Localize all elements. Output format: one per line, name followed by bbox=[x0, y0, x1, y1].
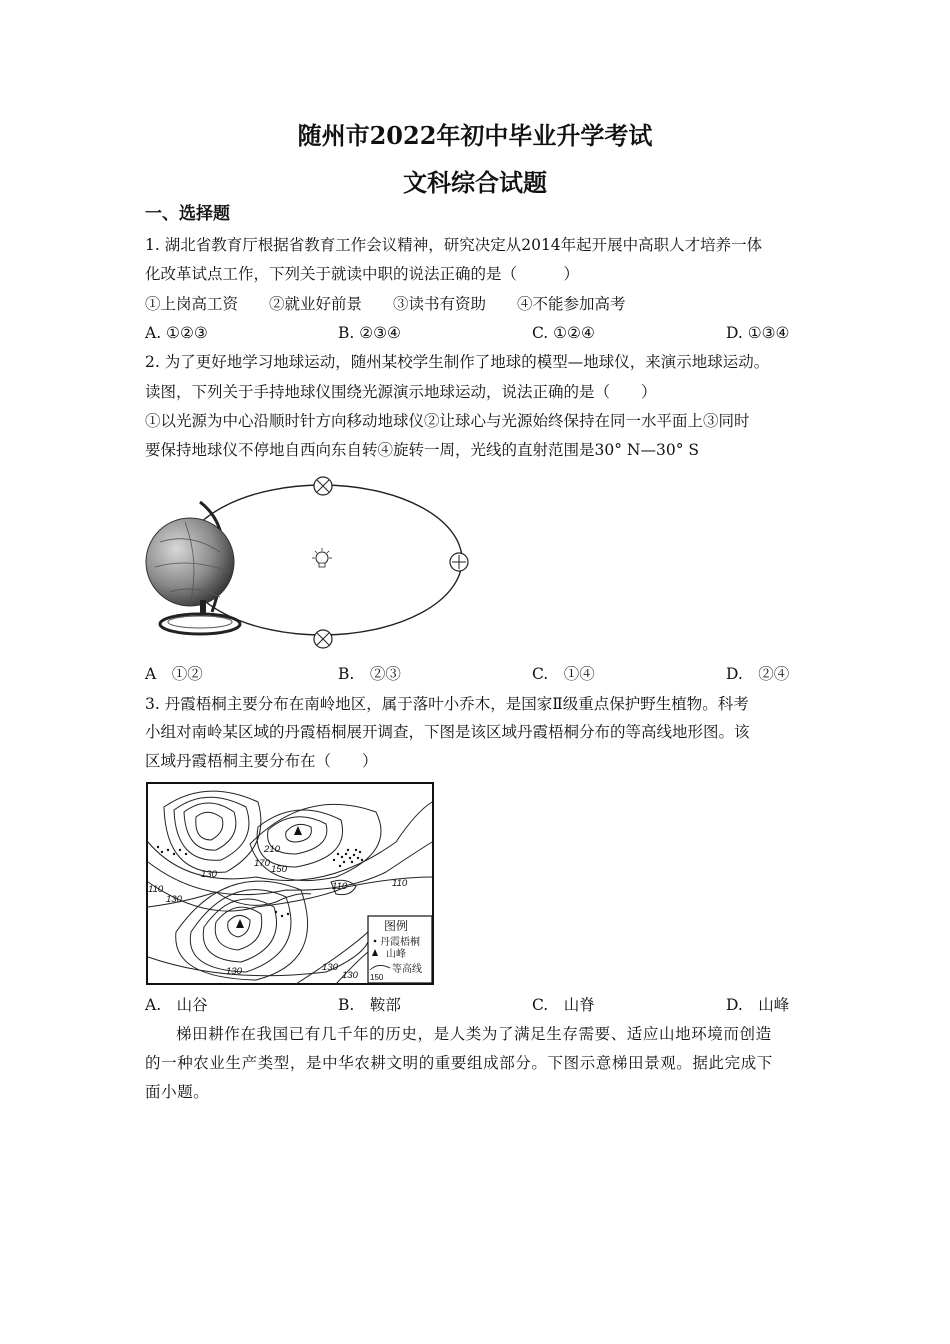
contour-label: 130 bbox=[166, 894, 182, 905]
q1-option-c[interactable]: C. ①②④ bbox=[532, 324, 595, 342]
q2-line: 要保持地球仪不停地自西向东自转④旋转一周，光线的直射范围是30° N—30° S bbox=[145, 441, 699, 459]
earth-position-right bbox=[450, 553, 468, 571]
earth-position-top bbox=[314, 477, 332, 495]
q3-line: 3. 丹霞梧桐主要分布在南岭地区，属于落叶小乔木，是国家Ⅱ级重点保护野生植物。科考 bbox=[145, 695, 749, 713]
q1-items: ①上岗高工资 ②就业好前景 ③读书有资助 ④不能参加高考 bbox=[145, 295, 626, 313]
legend-peak: 山峰 bbox=[386, 949, 406, 960]
light-bulb-icon bbox=[312, 548, 332, 567]
page-title: 随州市2022年初中毕业升学考试 bbox=[297, 121, 653, 150]
contour-label: 130 bbox=[201, 869, 217, 880]
section-heading: 一、选择题 bbox=[145, 204, 230, 224]
contour-map bbox=[146, 782, 434, 985]
q3-option-a[interactable]: A. 山谷 bbox=[145, 996, 208, 1014]
legend-tree: 丹霞梧桐 bbox=[380, 937, 420, 948]
legend-contour: 等高线 bbox=[392, 964, 422, 975]
q2-line: ①以光源为中心沿顺时针方向移动地球仪②让球心与光源始终保持在同一水平面上③同时 bbox=[145, 412, 750, 430]
passage-line: 梯田耕作在我国已有几千年的历史，是人类为了满足生存需要、适应山地环境而创造 bbox=[176, 1025, 772, 1043]
contour-label: 130 bbox=[342, 970, 358, 981]
q2-line: 读图，下列关于手持地球仪围绕光源演示地球运动，说法正确的是（ ） bbox=[145, 383, 657, 401]
globe-orbit-figure bbox=[140, 472, 480, 662]
q1-option-a[interactable]: A. ①②③ bbox=[145, 324, 208, 342]
q1-line: 化改革试点工作，下列关于就读中职的说法正确的是（ ） bbox=[145, 265, 580, 283]
contour-label: 110 bbox=[148, 884, 164, 895]
q3-option-d[interactable]: D. 山峰 bbox=[726, 996, 790, 1014]
q1-option-b[interactable]: B. ②③④ bbox=[338, 324, 401, 342]
passage-line: 面小题。 bbox=[145, 1083, 210, 1101]
contour-label: 170 bbox=[254, 858, 270, 869]
earth-position-bottom bbox=[314, 630, 332, 648]
q2-option-b[interactable]: B. ②③ bbox=[338, 665, 401, 683]
legend-title: 图例 bbox=[384, 919, 409, 933]
contour-label: 110 bbox=[392, 878, 408, 889]
q1-option-d[interactable]: D. ①③④ bbox=[726, 324, 790, 342]
page-subtitle: 文科综合试题 bbox=[403, 168, 547, 197]
q3-line: 小组对南岭某区域的丹霞梧桐展开调查，下图是该区域丹霞梧桐分布的等高线地形图。该 bbox=[145, 723, 750, 741]
passage-line: 的一种农业生产类型，是中华农耕文明的重要组成部分。下图示意梯田景观。据此完成下 bbox=[145, 1054, 773, 1072]
q2-option-d[interactable]: D. ②④ bbox=[726, 665, 790, 683]
contour-label: 150 bbox=[271, 864, 287, 875]
contour-label: 130 bbox=[226, 966, 242, 977]
q3-line: 区域丹霞梧桐主要分布在（ ） bbox=[145, 752, 378, 770]
q3-option-b[interactable]: B. 鞍部 bbox=[338, 996, 401, 1014]
q3-option-c[interactable]: C. 山脊 bbox=[532, 996, 595, 1014]
q1-line: 1. 湖北省教育厅根据省教育工作会议精神，研究决定从2014年起开展中高职人才培养一体 bbox=[145, 236, 763, 254]
q2-line: 2. 为了更好地学习地球运动，随州某校学生制作了地球的模型—地球仪，来演示地球运动。 bbox=[145, 353, 770, 371]
legend-contour-value: 150 bbox=[370, 973, 384, 982]
contour-label: 130 bbox=[322, 962, 338, 973]
q2-option-a[interactable]: A ①② bbox=[145, 665, 203, 683]
q2-option-c[interactable]: C. ①④ bbox=[532, 665, 595, 683]
map-legend bbox=[368, 916, 432, 983]
contour-label: 110 bbox=[332, 881, 348, 892]
contour-label: 210 bbox=[264, 844, 280, 855]
